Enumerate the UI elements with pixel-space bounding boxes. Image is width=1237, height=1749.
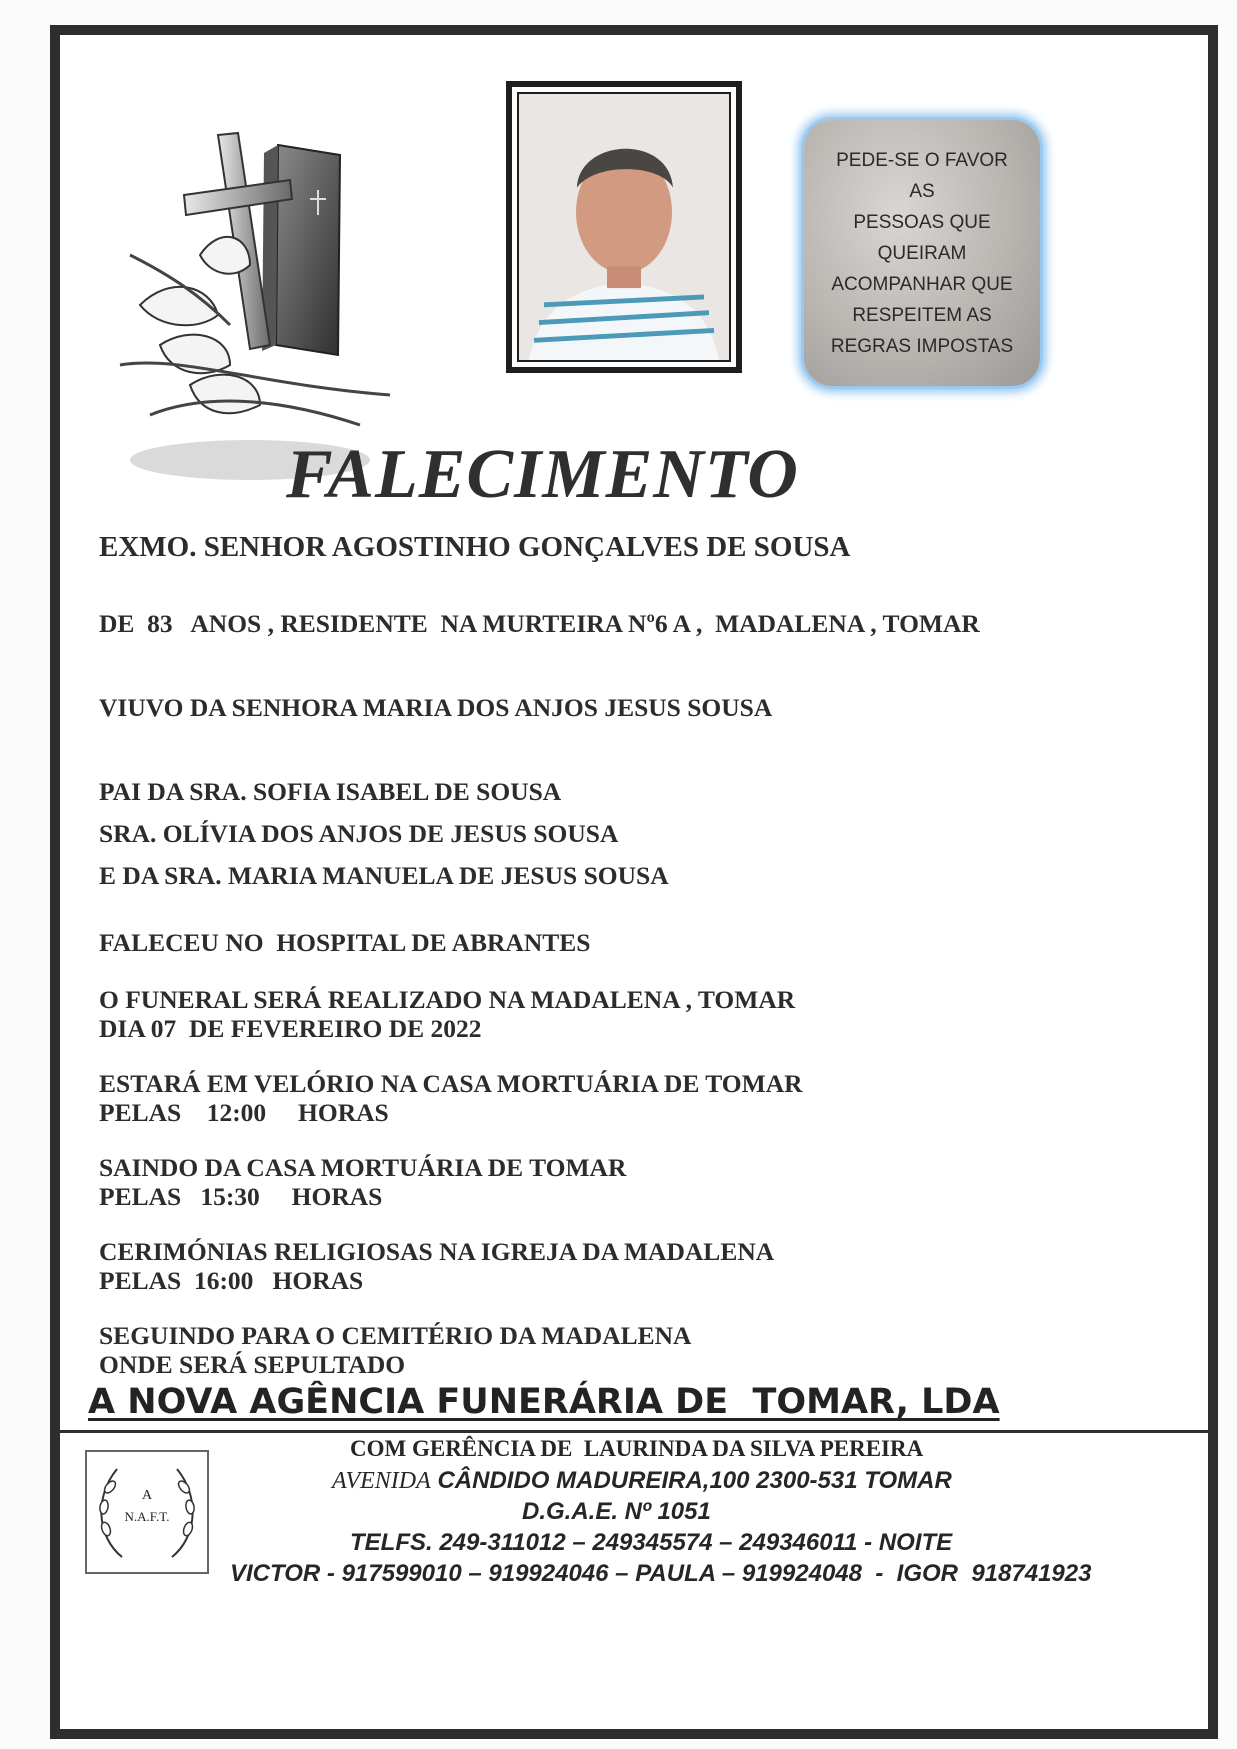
- address-line: [332, 1467, 952, 1495]
- widower-line: VIUVO DA SENHORA MARIA DOS ANJOS JESUS SOUSA: [99, 693, 773, 722]
- ceremony-line-2: PELAS 16:00 HORAS: [99, 1266, 364, 1295]
- notice-plate: [804, 120, 1040, 386]
- burial-line-1: SEGUINDO PARA O CEMITÉRIO DA MADALENA: [99, 1321, 692, 1350]
- children-line-3: E DA SRA. MARIA MANUELA DE JESUS SOUSA: [99, 861, 669, 890]
- funeral-line-1: O FUNERAL SERÁ REALIZADO NA MADALENA , TOMAR: [99, 985, 796, 1014]
- portrait-image: [519, 94, 729, 360]
- ceremony-line-1: CERIMÓNIAS RELIGIOSAS NA IGREJA DA MADALENA: [99, 1237, 775, 1266]
- portrait-photo: [517, 92, 731, 362]
- funeral-line-2: DIA 07 DE FEVEREIRO DE 2022: [99, 1014, 482, 1043]
- portrait-frame: [506, 81, 742, 373]
- address-text: CÂNDIDO MADUREIRA,100 2300-531 TOMAR: [430, 1467, 952, 1494]
- wake-line-2: PELAS 12:00 HORAS: [99, 1098, 389, 1127]
- obituary-frame: [50, 25, 1218, 1739]
- logo-letter: A: [141, 1488, 153, 1503]
- children-line-2: SRA. OLÍVIA DOS ANJOS DE JESUS SOUSA: [99, 819, 619, 848]
- night-contacts-line: VICTOR - 917599010 – 919924046 – PAULA – 919924048 - IGOR 918741923: [230, 1560, 1092, 1587]
- address-prefix: AVENIDA: [332, 1468, 431, 1494]
- agency-name: A NOVA AGÊNCIA FUNERÁRIA DE TOMAR, LDA: [88, 1382, 1000, 1422]
- residence-line: DE 83 ANOS , RESIDENTE NA MURTEIRA Nº6 A , MADALENA , TOMAR: [99, 609, 980, 638]
- departure-line-2: PELAS 15:30 HORAS: [99, 1182, 383, 1211]
- dgae-line: D.G.A.E. Nº 1051: [522, 1498, 711, 1525]
- died-at-line: FALECEU NO HOSPITAL DE ABRANTES: [99, 928, 591, 957]
- departure-line-1: SAINDO DA CASA MORTUÁRIA DE TOMAR: [99, 1153, 627, 1182]
- children-line-1: PAI DA SRA. SOFIA ISABEL DE SOUSA: [99, 777, 562, 806]
- deceased-name: EXMO. SENHOR AGOSTINHO GONÇALVES DE SOUSA: [99, 531, 851, 563]
- phones-line: TELFS. 249-311012 – 249345574 – 249346011 - NOITE: [350, 1529, 953, 1556]
- footer-divider: [60, 1430, 1208, 1433]
- notice-text: PEDE-SE O FAVOR AS PESSOAS QUE QUEIRAM ACOMPANHAR QUE RESPEITEM AS REGRAS IMPOSTAS: [830, 149, 1014, 357]
- manager-line: COM GERÊNCIA DE LAURINDA DA SILVA PEREIRA: [350, 1436, 924, 1461]
- page-title: FALECIMENTO: [286, 436, 799, 513]
- wake-line-1: ESTARÁ EM VELÓRIO NA CASA MORTUÁRIA DE TOMAR: [99, 1069, 803, 1098]
- agency-logo: [82, 1447, 212, 1577]
- logo-initials: N.A.F.T.: [124, 1509, 170, 1524]
- burial-line-2: ONDE SERÁ SEPULTADO: [99, 1350, 406, 1379]
